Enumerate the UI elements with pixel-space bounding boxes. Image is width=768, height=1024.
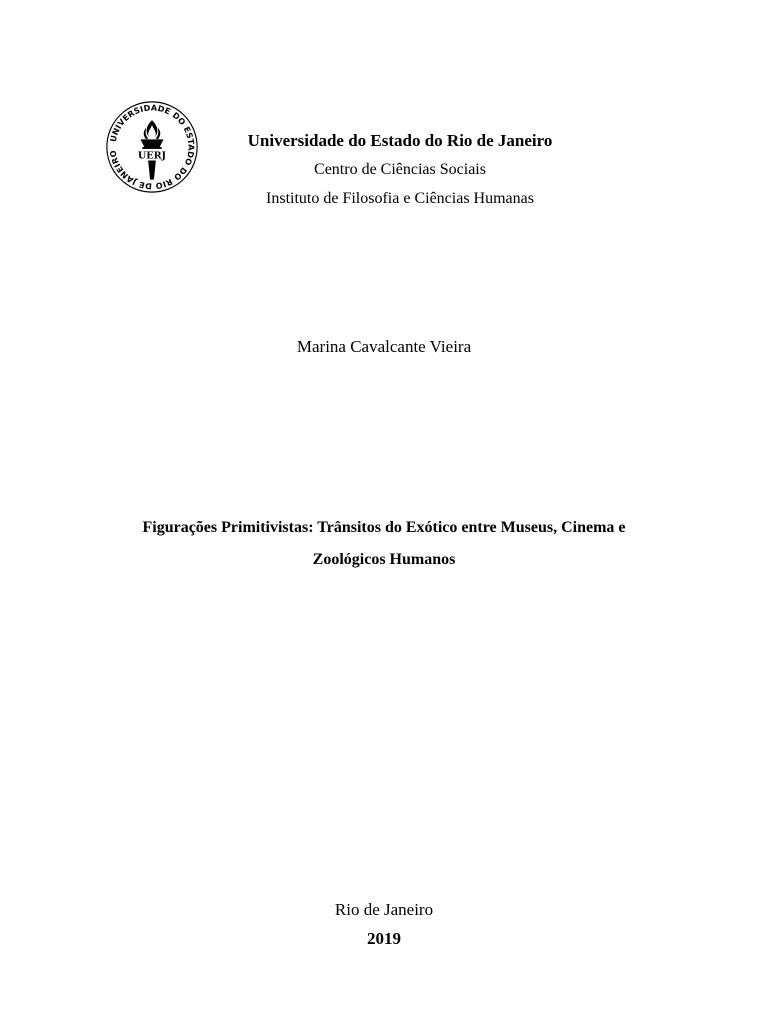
seal-ring-text: UNIVERSIDADE DO ESTADO DO RIO DE JANEIRO xyxy=(108,103,196,191)
seal-center-text: UERJ xyxy=(137,150,167,162)
institution-name: Universidade do Estado do Rio de Janeiro xyxy=(247,131,553,150)
thesis-title-line-2: Zoológicos Humanos xyxy=(312,551,456,568)
thesis-title xyxy=(0,512,768,576)
city: Rio de Janeiro xyxy=(334,900,434,919)
author-name: Marina Cavalcante Vieira xyxy=(296,337,472,356)
center-name: Centro de Ciências Sociais xyxy=(314,161,486,178)
thesis-title-line-1: Figurações Primitivistas: Trânsitos do Exótico entre Museus, Cinema e xyxy=(142,519,626,536)
institute-name: Instituto de Filosofia e Ciências Humanas xyxy=(266,190,534,207)
year: 2019 xyxy=(367,929,401,948)
